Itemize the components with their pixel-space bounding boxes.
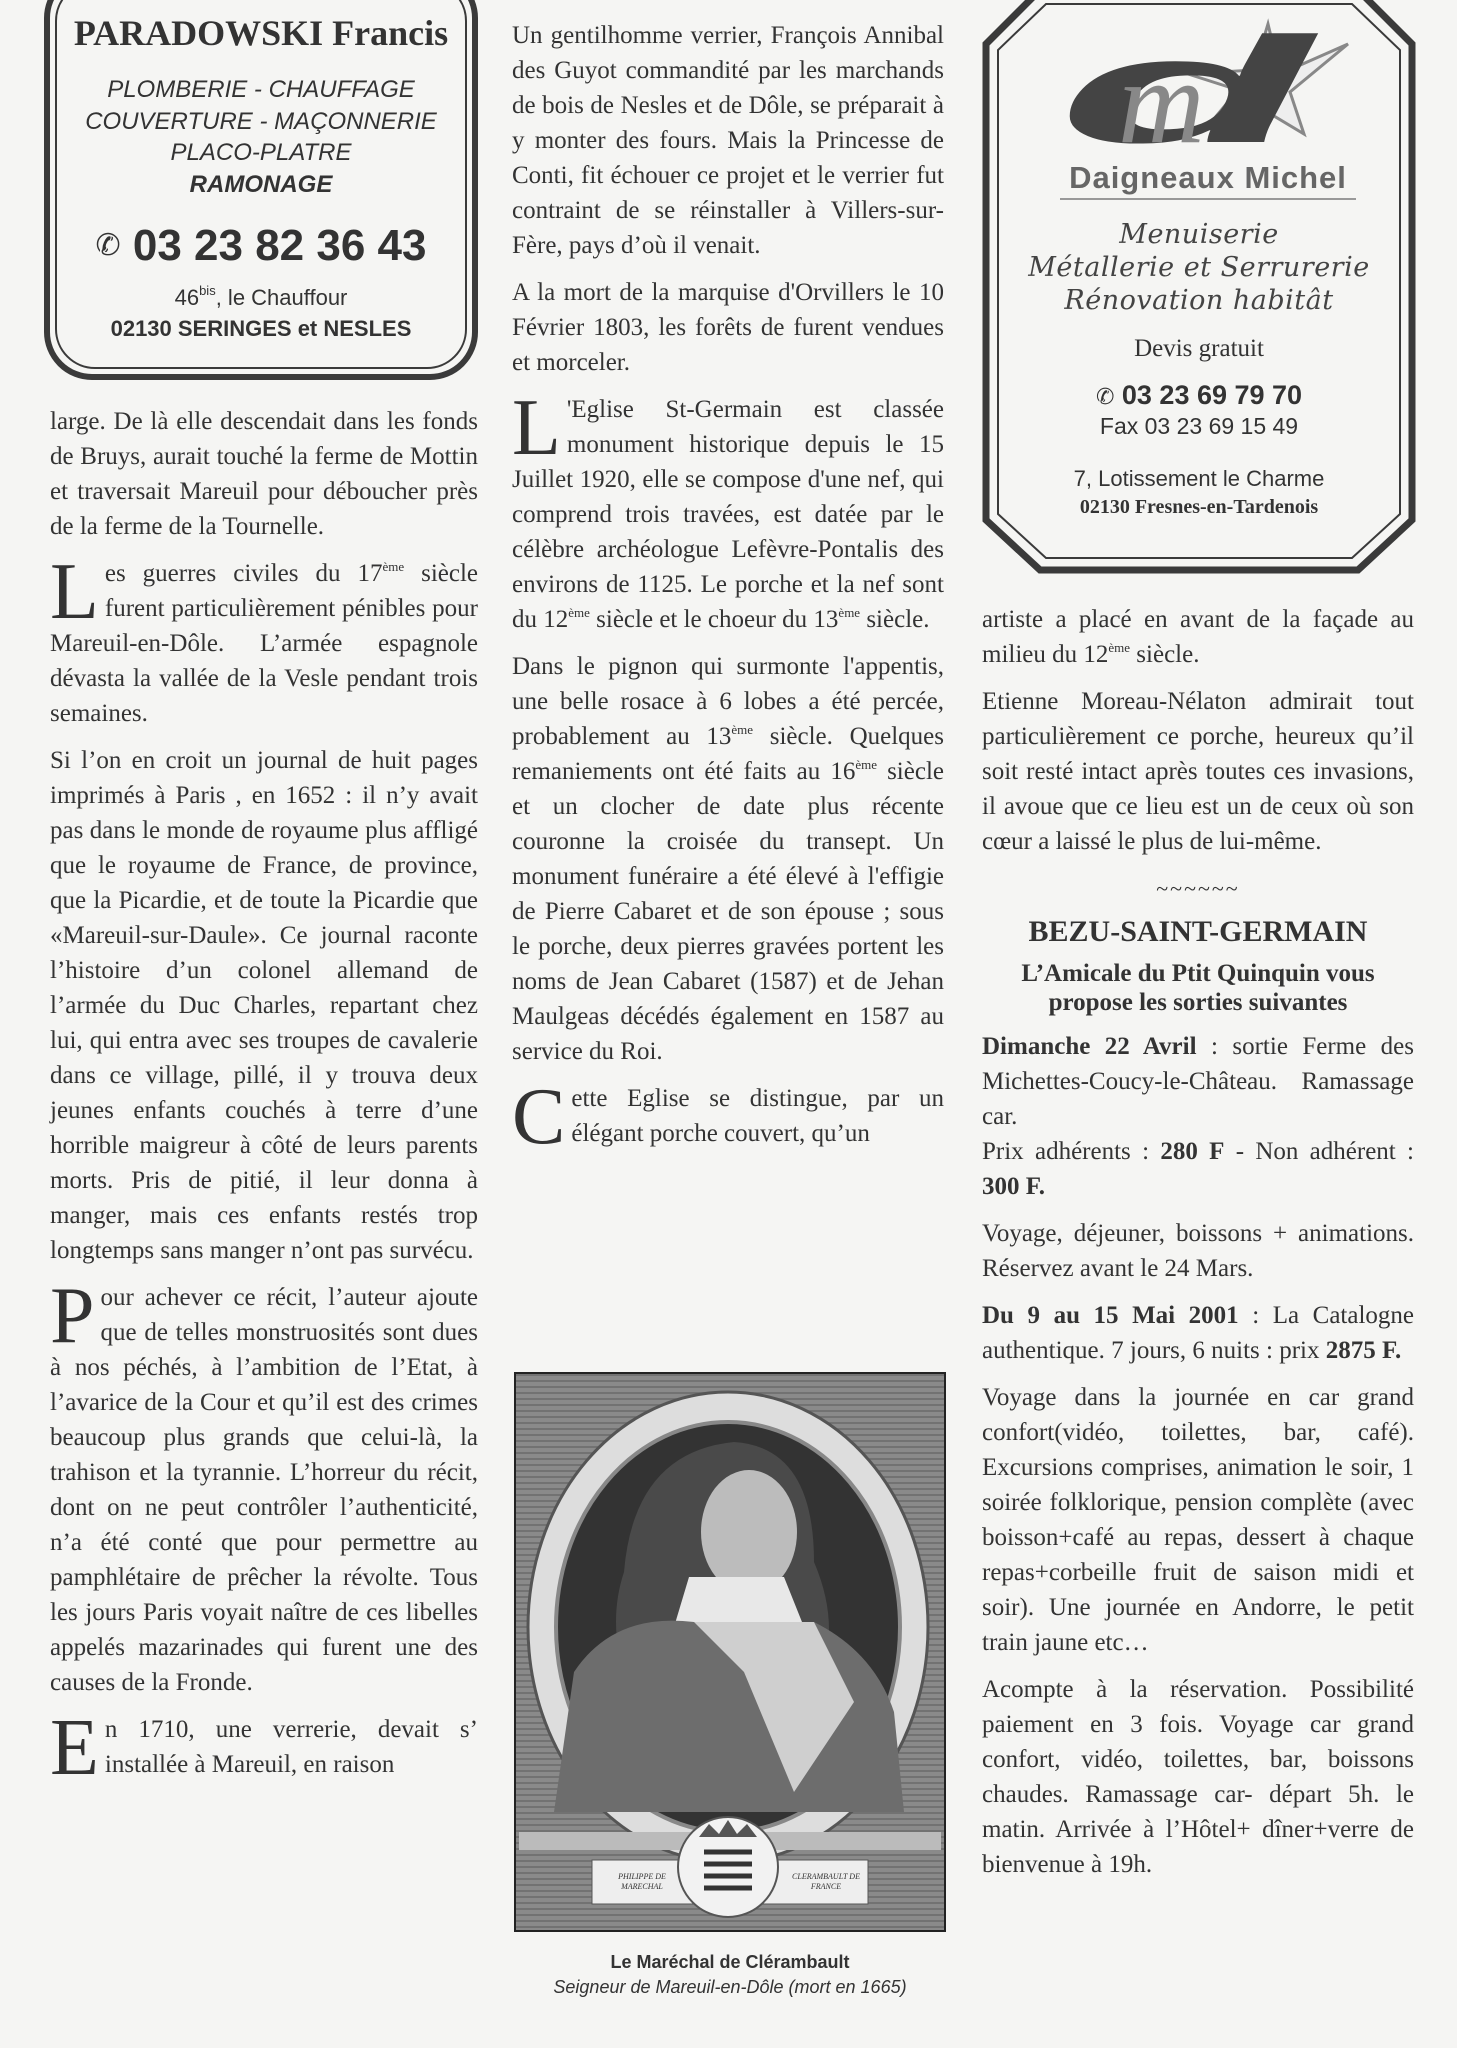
paragraph <box>982 1029 1414 1134</box>
superscript: ème <box>731 722 754 737</box>
paragraph <box>512 1073 944 1161</box>
ad-service: PLACO-PLATRE <box>170 139 352 166</box>
ad-service: Rénovation habitât <box>1064 285 1334 316</box>
paragraph <box>982 1672 1414 1882</box>
drop-cap: E <box>50 1704 99 1792</box>
ad-address <box>44 285 478 311</box>
section-subheading: L’Amicale du Ptit Quinquin vous propose les sorties suivantes <box>1021 960 1375 1016</box>
ad-fax: Fax 03 23 69 15 49 <box>1099 413 1299 439</box>
superscript: ème <box>855 757 877 772</box>
text-run: Acompte à la réservation. Possibilité paiement en 3 fois. Voyage car grand confort, vidéo, toilettes, bar, boissons chaudes. Ramassage car- départ 5h. le matin. Arrivée à l’Hôtel+ dîner+verre de bienvenue à 19h. <box>982 1676 1414 1878</box>
bold-text: 280 F <box>1160 1138 1225 1165</box>
text-run: Voyage dans la journée en car grand confort(vidéo, toilettes, bar, café). Excursions comprises, animation le soir, 1 soirée folklorique, pension complète (avec boisson+café au repas, dessert à chaque repas+corbeille fruit de saison midi et soir). Une journée en Andorre, le petit train jaune etc… <box>982 1384 1414 1656</box>
paragraph <box>982 1380 1414 1660</box>
ad-phone <box>980 380 1418 411</box>
paragraph <box>512 384 944 637</box>
ad-phone <box>44 221 478 271</box>
svg-text:m: m <box>1118 35 1205 164</box>
text-run: siècle et un clocher de date plus récente couronne la croisée du transept. Un monument funéraire a été élevé à l'effigie de Pierre Cabaret et de son épouse ; sous le porche, deux pierres gravées portent les noms de Jean Cabaret (1587) et de Jehan Maulgeas décédés également en 1587 au service du Roi. <box>512 758 944 1065</box>
address-suffix: bis <box>199 283 216 298</box>
ad-city: 02130 Fresnes-en-Tardenois <box>1079 496 1319 518</box>
text-run: A la mort de la marquise d'Orvillers le 10 Février 1803, les forêts de furent vendues et morceler. <box>512 279 944 376</box>
paragraph <box>982 602 1414 672</box>
ad-company-name: Daigneaux Michel <box>1060 160 1356 200</box>
drop-cap: C <box>512 1073 566 1161</box>
drop-cap: L <box>512 384 561 472</box>
ad-paradowski <box>44 0 478 380</box>
portrait-figure <box>514 1372 946 1998</box>
paragraph <box>512 275 944 380</box>
ad-address: 7, Lotissement le Charme <box>1073 466 1325 491</box>
ad-service: Menuiserie <box>1119 219 1279 250</box>
paragraph <box>50 743 478 1268</box>
superscript: ème <box>568 605 590 620</box>
text-run: 'Eglise St-Germain est classée monument historique depuis le 15 Juillet 1920, elle se compose d'une nef, qui comprend trois travées, est datée par le célèbre archéologue Lefèvre-Pontalis des environs de 1125. Le porche et la nef sont du 12 <box>512 396 944 633</box>
plaque-left: PHILIPPE DE MARECHAL <box>618 1872 666 1891</box>
ad-city: 02130 SERINGES et NESLES <box>110 316 412 341</box>
ad-phone-number: 03 23 69 79 70 <box>1121 380 1303 410</box>
drop-cap: P <box>50 1272 95 1360</box>
paragraph <box>982 1134 1414 1204</box>
ad-service: RAMONAGE <box>189 170 333 198</box>
text-run: : La Catalogne authentique. 7 jours, 6 nuits : prix <box>982 1302 1414 1364</box>
paragraph <box>50 404 478 544</box>
text-run: Voyage, déjeuner, boissons + animations. Réservez avant le 24 Mars. <box>982 1220 1414 1282</box>
figure-caption-subtitle: Seigneur de Mareuil-en-Dôle (mort en 1665) <box>553 1977 907 1997</box>
bold-text: 300 F. <box>982 1173 1045 1200</box>
text-run: Si l’on en croit un journal de huit pages imprimés à Paris , en 1652 : il n’y avait pas dans le monde de royaume plus affligé que le royaume de France, de province, que la Picardie, et de toute la Picardie que «Mareuil-sur-Daule». Ce journal raconte l’histoire d’un colonel allemand de l’armée du Duc Charles, repartant chez lui, qui entra avec ses troupes de cavalerie dans ce village, pillé, il y trouva deux jeunes enfants couchés à terre d’une horrible maigreur à côté de leurs parents morts. Pris de pitié, il leur donna à manger, mais ces enfants restés trop longtemps sans manger n’ont pas survécu. <box>50 747 478 1264</box>
phone-icon: ✆ <box>1095 384 1115 409</box>
text-run: siècle et le choeur du 13 <box>589 606 839 633</box>
portrait-image <box>514 1372 946 1932</box>
superscript: ème <box>838 605 861 620</box>
paragraph <box>512 18 944 263</box>
text-run: es guerres civiles du 17 <box>104 560 383 587</box>
text-run: siècle. Quelques remaniements ont été faits au 16 <box>512 723 944 785</box>
paragraph <box>512 649 944 1069</box>
text-run: Prix adhérents : <box>982 1138 1161 1165</box>
dm-logo <box>1058 14 1358 164</box>
superscript: ème <box>1108 640 1131 655</box>
separator: ~~~~~~ <box>1156 876 1240 901</box>
text-run: : sortie Ferme des Michettes-Coucy-le-Château. Ramassage car. <box>982 1033 1414 1130</box>
drop-cap: L <box>50 548 99 636</box>
ad-daigneaux <box>980 0 1418 574</box>
plaque-right: CLERAMBAULT DE FRANCE <box>792 1872 860 1891</box>
svg-text:d: d <box>1058 14 1321 164</box>
paragraph <box>50 1272 478 1700</box>
text-run: Un gentilhomme verrier, François Annibal des Guyot commandité par les marchands de bois de Nesles et de Dôle, se préparait à y monter des fours. Mais la Princesse de Conti, fit échouer ce projet et le verrier fut contraint de se réinstaller à Villers-sur-Fère, pays d’où il venait. <box>512 22 944 259</box>
ad-service: Métallerie et Serrurerie <box>1028 252 1370 283</box>
address-number: 46 <box>174 285 200 310</box>
bold-text: 2875 F. <box>1325 1337 1402 1364</box>
paragraph <box>982 1216 1414 1286</box>
bold-text: Dimanche 22 Avril <box>982 1033 1197 1060</box>
paragraph <box>50 1704 478 1792</box>
superscript: ème <box>382 559 405 574</box>
paragraph <box>50 548 478 731</box>
ad-business-name: PARADOWSKI Francis <box>73 13 449 53</box>
paragraph <box>982 684 1414 859</box>
column-3 <box>982 602 1414 1894</box>
figure-caption-title: Le Maréchal de Clérambault <box>610 1952 850 1972</box>
text-run: siècle furent particulièrement pénibles pour Mareuil-en-Dôle. L’armée espagnole dévasta la vallée de la Vesle pendant trois semaines. <box>50 560 478 727</box>
ad-phone-number: 03 23 82 36 43 <box>132 221 427 270</box>
section-heading: BEZU-SAINT-GERMAIN <box>1028 915 1368 948</box>
text-run: siècle. <box>1130 641 1200 668</box>
column-2 <box>512 18 944 1163</box>
ad-service: PLOMBERIE - CHAUFFAGE <box>107 76 415 103</box>
bold-text: Du 9 au 15 Mai 2001 <box>982 1302 1239 1329</box>
text-run: our achever ce récit, l’auteur ajoute que de telles monstruosités sont dues à nos péchés, à l’ambition de l’Etat, à l’avarice de la Cour et qu’il est des crimes beaucoup plus grands que celui-là, la trahison et la tyrannie. L’horreur du récit, dont on ne peut contrôler l’authenticité, n’a été conté que pour permettre au pamphlétaire de prêcher la révolte. Tous les jours Paris voyait naître de ces libelles appelés mazarinades qui furent une des causes de la Fronde. <box>50 1284 478 1696</box>
text-run: - Non adhérent : <box>1224 1138 1414 1165</box>
column-1 <box>50 404 478 1794</box>
text-run: ette Eglise se distingue, par un élégant porche couvert, qu’un <box>571 1085 944 1147</box>
ad-quote: Devis gratuit <box>1134 335 1264 362</box>
text-run: Etienne Moreau-Nélaton admirait tout particulièrement ce porche, heureux qu’il soit resté intact après toutes ces invasions, il avoue que ce lieu est un de ceux où son cœur a laissé le plus de lui-même. <box>982 688 1414 855</box>
text-run: siècle. <box>860 606 930 633</box>
text-run: artiste a placé en avant de la façade au milieu du 12 <box>982 606 1414 668</box>
text-run: Dans le pignon qui surmonte l'appentis, une belle rosace à 6 lobes a été percée, probablement au 13 <box>512 653 944 750</box>
ad-service: COUVERTURE - MAÇONNERIE <box>85 107 437 135</box>
phone-icon: ✆ <box>95 229 121 262</box>
text-run: large. De là elle descendait dans les fonds de Bruys, aurait touché la ferme de Mottin et traversait Mareuil pour déboucher près de la ferme de la Tournelle. <box>50 408 478 540</box>
text-run: n 1710, une verrerie, devait s’ installée à Mareuil, en raison <box>104 1716 478 1778</box>
address-street: , le Chauffour <box>215 285 348 310</box>
paragraph <box>982 1298 1414 1368</box>
